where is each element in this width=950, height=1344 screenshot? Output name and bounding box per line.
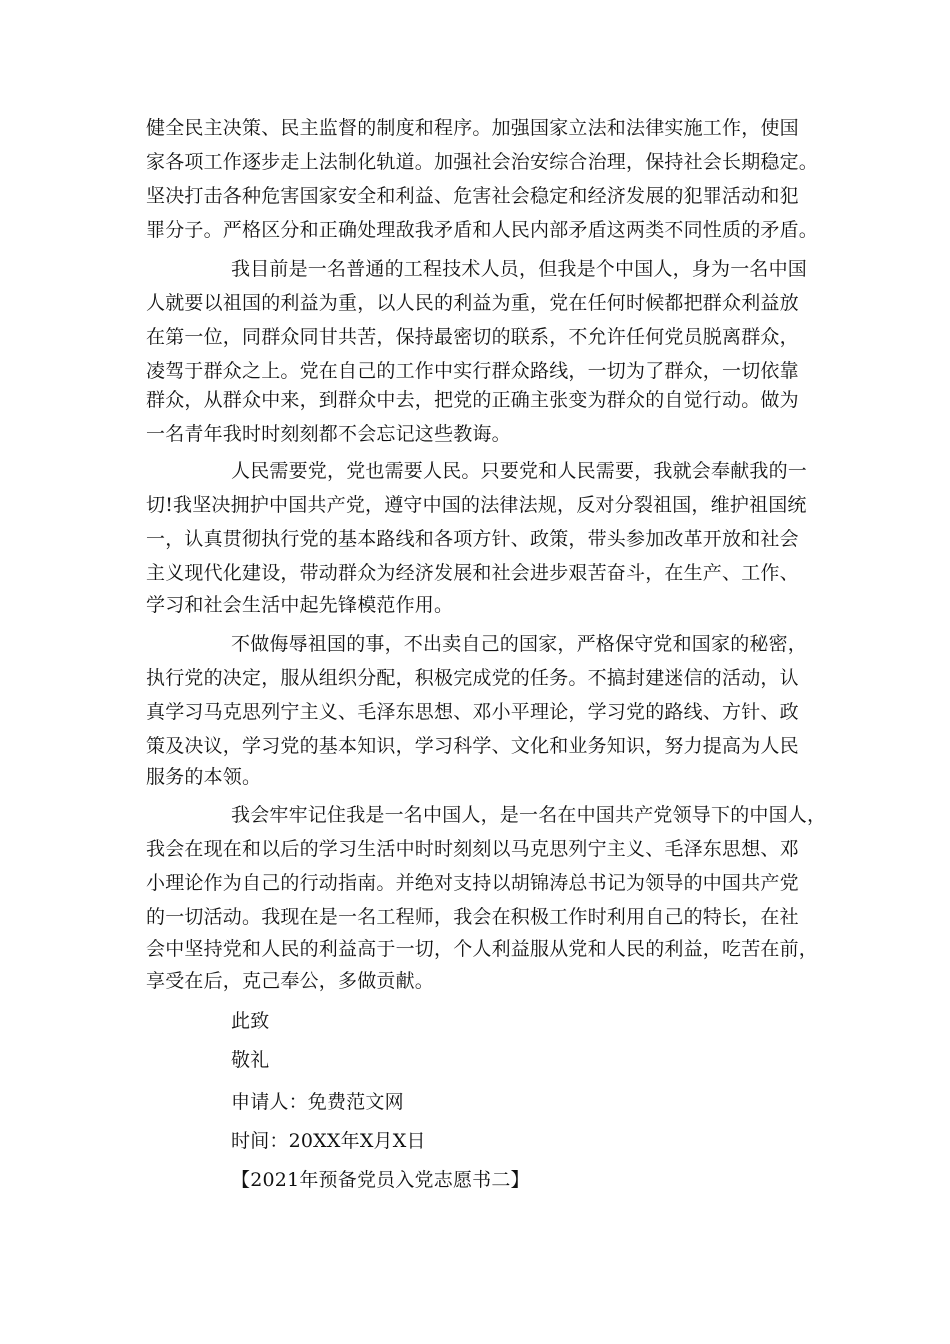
paragraph-2-line-6: 一名青年我时时刻刻都不会忘记这些教诲。 — [146, 423, 511, 445]
paragraph-3-line-5: 学习和社会生活中起先锋模范作用。 — [146, 594, 454, 616]
paragraph-4-line-4: 策及决议，学习党的基本知识，学习科学、文化和业务知识，努力提高为人民 — [146, 735, 799, 757]
paragraph-4-line-5: 服务的本领。 — [146, 766, 262, 788]
paragraph-1-line-3: 坚决打击各种危害国家安全和利益、危害社会稳定和经济发展的犯罪活动和犯 — [146, 185, 799, 207]
paragraph-5-line-5: 会中坚持党和人民的利益高于一切，个人利益服从党和人民的利益，吃苦在前， — [146, 938, 819, 960]
paragraph-5-line-6: 享受在后，克己奉公，多做贡献。 — [146, 970, 435, 992]
paragraph-2-line-2: 人就要以祖国的利益为重，以人民的利益为重，党在任何时候都把群众利益放 — [146, 292, 799, 314]
paragraph-5-line-2: 我会在现在和以后的学习生活中时时刻刻以马克思列宁主义、毛泽东思想、邓 — [146, 838, 799, 860]
applicant-line: 申请人：免费范文网 — [231, 1091, 404, 1113]
paragraph-2-line-1: 我目前是一名普通的工程技术人员，但我是个中国人，身为一名中国 — [231, 258, 808, 280]
paragraph-3-line-4: 主义现代化建设，带动群众为经济发展和社会进步艰苦奋斗，在生产、工作、 — [146, 562, 799, 584]
paragraph-4-line-1: 不做侮辱祖国的事，不出卖自己的国家，严格保守党和国家的秘密， — [231, 633, 808, 655]
regards: 敬礼 — [231, 1049, 270, 1071]
paragraph-3-line-3: 一，认真贯彻执行党的基本路线和各项方针、政策，带头参加改革开放和社会 — [146, 528, 799, 550]
paragraph-2-line-4: 凌驾于群众之上。党在自己的工作中实行群众路线，一切为了群众，一切依靠 — [146, 360, 799, 382]
paragraph-1-line-4: 罪分子。严格区分和正确处理敌我矛盾和人民内部矛盾这两类不同性质的矛盾。 — [146, 219, 819, 241]
paragraph-5-line-4: 的一切活动。我现在是一名工程师，我会在积极工作时利用自己的特长，在社 — [146, 906, 799, 928]
paragraph-5-line-3: 小理论作为自己的行动指南。并绝对支持以胡锦涛总书记为领导的中国共产党 — [146, 872, 799, 894]
paragraph-3-line-2: 切!我坚决拥护中国共产党，遵守中国的法律法规，反对分裂祖国，维护祖国统 — [146, 494, 807, 516]
salutation: 此致 — [231, 1010, 270, 1032]
paragraph-3-line-1: 人民需要党，党也需要人民。只要党和人民需要，我就会奉献我的一 — [231, 460, 808, 482]
paragraph-1-line-1: 健全民主决策、民主监督的制度和程序。加强国家立法和法律实施工作，使国 — [146, 117, 799, 139]
paragraph-5-line-1: 我会牢牢记住我是一名中国人，是一名在中国共产党领导下的中国人， — [231, 804, 827, 826]
paragraph-1-line-2: 家各项工作逐步走上法制化轨道。加强社会治安综合治理，保持社会长期稳定。 — [146, 151, 819, 173]
paragraph-4-line-3: 真学习马克思列宁主义、毛泽东思想、邓小平理论，学习党的路线、方针、政 — [146, 701, 799, 723]
next-section-heading: 【2021年预备党员入党志愿书二】 — [231, 1169, 530, 1191]
paragraph-4-line-2: 执行党的决定，服从组织分配，积极完成党的任务。不搞封建迷信的活动，认 — [146, 667, 799, 689]
date-line: 时间：20XX年X月X日 — [231, 1130, 426, 1152]
paragraph-2-line-3: 在第一位，同群众同甘共苦，保持最密切的联系，不允许任何党员脱离群众， — [146, 326, 799, 348]
paragraph-2-line-5: 群众，从群众中来，到群众中去，把党的正确主张变为群众的自觉行动。做为 — [146, 389, 799, 411]
